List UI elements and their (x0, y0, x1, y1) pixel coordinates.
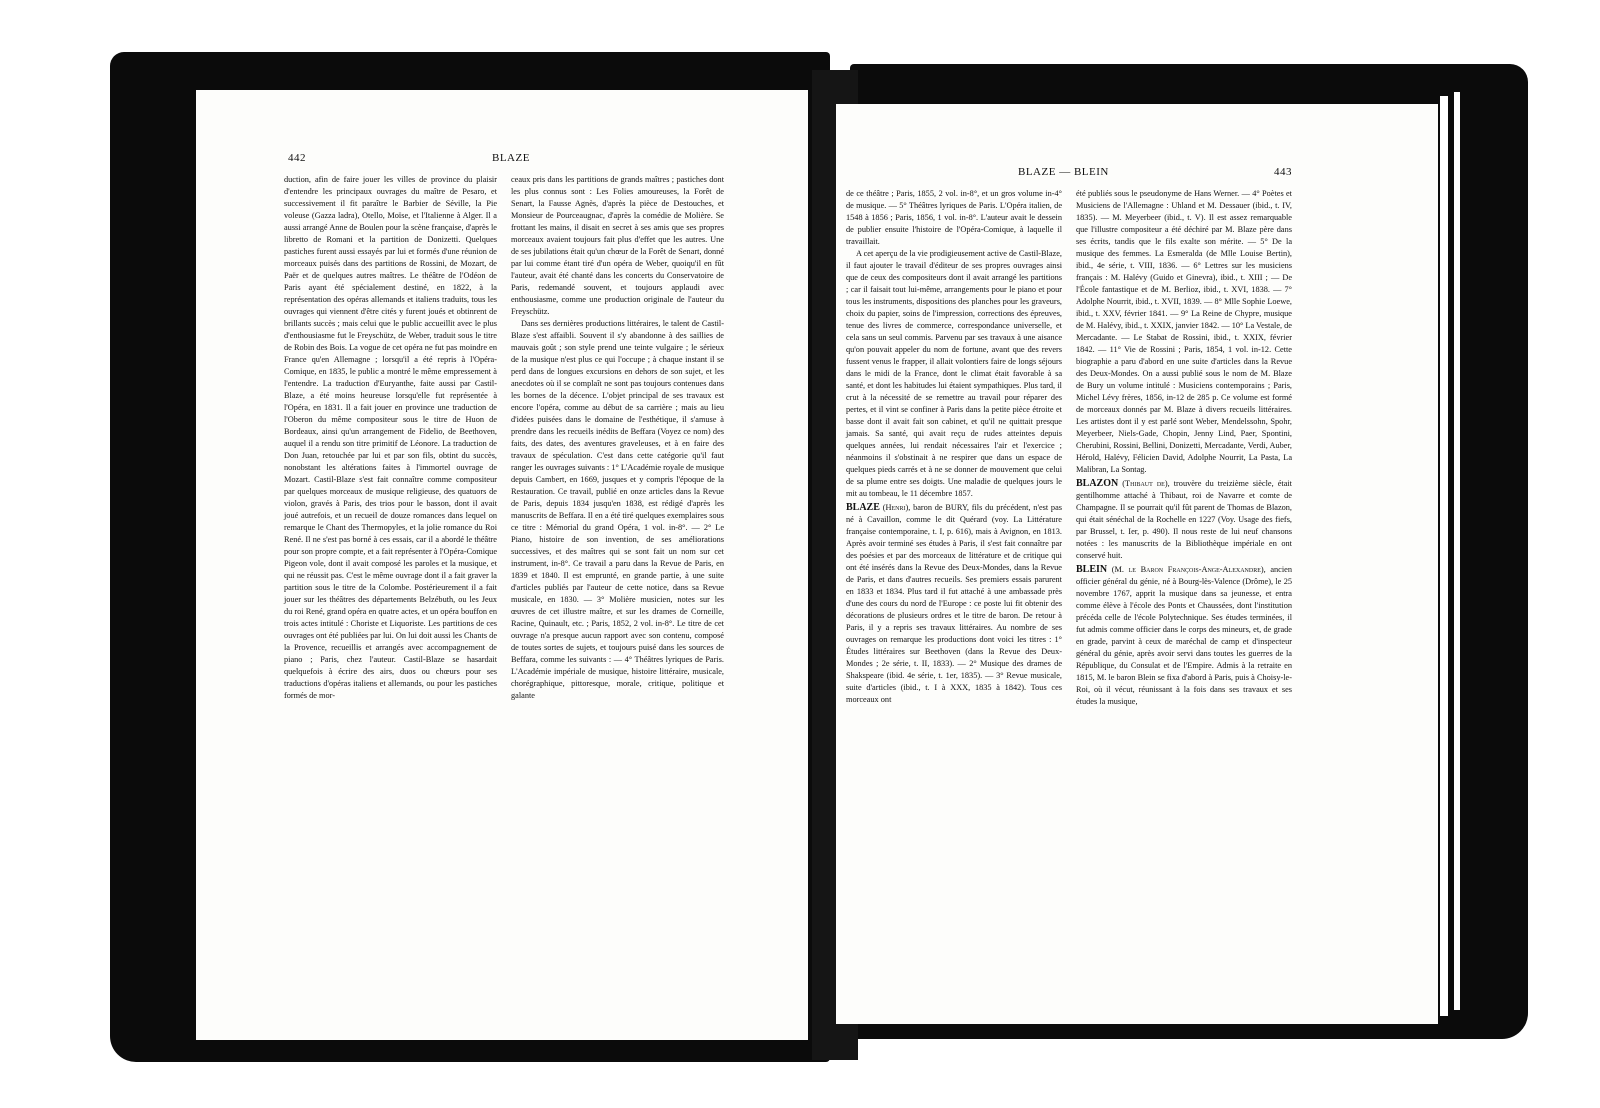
paragraph: de ce théâtre ; Paris, 1855, 2 vol. in-8°, et un gros volume in-4° de musique. — 5° Théâtres lyriques de Paris. L'Opéra italien, de 1548 à 1856 ; Paris, 1856, 1 vol. in-8°. L'auteur avait le dessein de publier ensuite l'histoire de l'Opéra-Comique, à laquelle il travaillait. (846, 189, 1062, 246)
page-number: 442 (288, 152, 306, 164)
page-edge (1454, 92, 1460, 1010)
running-head: BLAZE (492, 152, 530, 164)
entry-name: (M. le Baron François-Ange-Alexandre) (1111, 565, 1264, 574)
entry-text: , ancien officier général du génie, né à Bourg-lès-Valence (Drôme), le 25 novembre 1767, apprit la musique dans sa jeunesse, et entra comme élève à l'école des Ponts et Chaussées, dont l'institution précéda celle de l'école Polytechnique. Ses études terminées, il fut admis comme officier dans le corps des mineurs, et, de grade en grade, parvint à ceux de maréchal de camp et d'inspecteur général du génie, après avoir servi dans toutes les guerres de la République, du Consulat et de l'Empire. Admis à la retraite en 1815, M. le baron Blein se fixa d'abord à Paris, puis à Choisy-le-Roi, où il vécut, réunissant à la fois dans ses travaux et ses études la musique, (1076, 565, 1292, 706)
paragraph: été publiés sous le pseudonyme de Hans Werner. — 4° Poètes et Musiciens de l'Allemagne : Uhland et M. Dessauer (ibid., t. IV, 1835). — M. Meyerbeer (ibid., t. V). Il est assez remarquable que l'illustre compositeur a été déchiré par M. Blaze père dans ses écrits, tandis que le fils exalte son mérite. — 5° De la musique des femmes. La Esmeralda (de Mlle Louise Bertin), ibid., 4e série, t. VIII, 1836. — 6° Lettres sur les musiciens français : M. Halévy (Guido et Ginevra), ibid., t. XIII ; — De l'École fantastique et de M. Berlioz, ibid., t. XVI, 1838. — 7° Adolphe Nourrit, ibid., t. XVII, 1839. — 8° Mlle Sophie Loewe, ibid., t. XXV, février 1841. — 9° La Reine de Chypre, musique de M. Halévy, ibid., t. XXIX, janvier 1842. — 10° La Vestale, de Mercadante. — Le Stabat de Rossini, ibid., t. XXIX, février 1842. — 11° Vie de Rossini ; Paris, 1854, 1 vol. in-12. Cette biographie a paru d'abord en une suite d'articles dans la Revue des Deux-Mondes. On a aussi publié sous le nom de M. Blaze de Bury un volume intitulé : Musiciens contemporains ; Paris, Michel Lévy frères, 1856, in-12 de 285 p. Ce volume est formé de morceaux donnés par M. Blaze à divers recueils littéraires. Les artistes dont il y est parlé sont Weber, Mendelssohn, Spohr, Meyerbeer, Niels-Gade, Chopin, Jenny Lind, Paer, Spontini, Cherubini, Rossini, Bellini, Donizetti, Mercadante, Verdi, Auber, Hérold, Halévy, Félicien David, Adolphe Nourrit, La Pasta, La Malibran, La Sontag. (1076, 189, 1292, 474)
page-edge (1440, 96, 1448, 1016)
entry-headword: BLAZON (1076, 478, 1119, 489)
right-page (836, 104, 1438, 1024)
text-column-2 (1076, 188, 1292, 708)
running-head: BLAZE — BLEIN (1018, 166, 1109, 178)
dictionary-entry-blazon (1076, 478, 1292, 562)
paragraph: A cet aperçu de la vie prodigieusement active de Castil-Blaze, il faut ajouter le travail d'éditeur de ses propres ouvrages ainsi que de ceux des compositeurs dont il avait arrangé les partitions ; car il faisait tout lui-même, arrangements pour le piano et pour tous les instruments, dispositions des planches pour les graveurs, choix du papier, soins de l'impression, corrections des épreuves, tenue des livres de commerce, correspondance universelle, et cela sans un seul commis. Parvenu par ses travaux à une aisance qu'on pouvait appeler du nom de fortune, avant que des revers fussent venus le frapper, il allait volontiers faire de longs séjours dans le midi de la France, dont le climat était favorable à sa santé, et dont les habitudes lui étaient sympathiques. Plus tard, il crut à la nécessité de se remettre au travail pour réparer des pertes, et il vint se confiner à Paris dans la petite pièce étroite et basse dont il avait fait son cabinet, et qu'il ne quittait presque jamais. Sa santé, qui avait reçu de rudes atteintes depuis quelques années, lui rendait nécessaires l'air et l'exercice ; néanmoins il s'obstinait à ne respirer que dans un espace de quelques pieds carrés et à ne se donner de mouvement que celui de sa plume entre ses doigts. Une maladie de quelques jours le mit au tombeau, le 11 décembre 1857. (846, 249, 1062, 498)
dictionary-entry-blein (1076, 564, 1292, 708)
text-column-2 (511, 174, 724, 702)
paragraph: duction, afin de faire jouer les villes de province du plaisir d'entendre les principaux ouvrages du maître de Pesaro, et successivement il fit paraître le Barbier de Séville, la Pie voleuse (Gazza ladra), Otello, Moïse, et l'Italienne à Alger. Il a aussi arrangé Anne de Boulen pour la scène française, d'après le libretto de Romani et la partition de Donizetti. Quelques pastiches furent aussi essayés par lui et formés d'une réunion de morceaux puisés dans des partitions de Rossini, de Mozart, de Paër et de quelques autres maîtres. Le théâtre de l'Odéon de Paris ayant été spécialement destiné, en 1822, à la représentation des opéras allemands et italiens traduits, tous les ouvrages qui viennent d'être cités y furent joués et obtinrent de brillants succès ; mais celui que le public accueillit avec le plus d'enthousiasme fut le Freyschütz, de Weber, traduit sous le titre de Robin des Bois. La vogue de cet opéra ne fut pas moindre en France qu'en Allemagne ; lorsqu'il a été repris à l'Opéra-Comique, en 1835, le public a montré le même empressement à l'entendre. La traduction d'Euryanthe, faite aussi par Castil-Blaze, a été moins heureuse lorsqu'elle fut représentée à l'Opéra, en 1831. Il a fait jouer en province une traduction de l'Oberon du même compositeur sous le titre de Huon de Bordeaux, ainsi qu'un arrangement de Fidelio, de Beethoven, auquel il a rendu son titre primitif de Léonore. La traduction de Don Juan, retouchée par lui et par son fils, obtint du succès, nonobstant les altérations faites à l'immortel ouvrage de Mozart. Castil-Blaze s'est fait connaître comme compositeur par quelques morceaux de musique religieuse, des quatuors de violon, gravés à Paris, des trios pour le basson, dont il avait joué autrefois, et un recueil de douze romances dans lequel on remarque le Chant des Thermopyles, et la jolie romance du Roi René. Il ne s'est pas borné à ces essais, car il a abordé le théâtre pour son propre compte, et a fait représenter à l'Opéra-Comique Pigeon vole, dont il avait composé les paroles et la musique, et qui ne réussit pas. C'est le même ouvrage dont il a fait graver la partition sous le titre de la Colombe. Postérieurement il a fait jouer sur les théâtres des départements Belzébuth, ou les Jeux du roi René, grand opéra en quatre actes, et un opéra bouffon en trois actes intitulé : Choriste et Liquoriste. Les partitions de ces ouvrages ont été publiées par lui. On lui doit aussi les Chants de la Provence, recueillis et arrangés avec accompagnement de piano ; Paris, chez l'auteur. Castil-Blaze se hasardait quelquefois à écrire des airs, duos ou chœurs pour ses traductions d'opéras italiens et allemands, ou pour les pastiches formés de mor- (284, 175, 497, 700)
dictionary-entry-blaze-henri (846, 502, 1062, 706)
paragraph: ceaux pris dans les partitions de grands maîtres ; pastiches dont les plus connus sont : Les Folies amoureuses, la Forêt de Senart, la Fausse Agnès, d'après la pièce de Destouches, et Monsieur de Pourceaugnac, d'après la comédie de Molière. Se frottant les mains, il disait en secret à ses amis que ses propres morceaux avaient toujours fait plus d'effet que les autres. Une de ses jubilations était qu'un chœur de la Forêt de Senart, donné par lui comme étant tiré d'un opéra de Weber, quoiqu'il en fût l'auteur, avait été chanté dans les concerts du Conservatoire de Paris, redemandé souvent, et toujours applaudi avec enthousiasme, comme une production originale de l'auteur du Freyschütz. (511, 175, 724, 316)
paragraph: Dans ses dernières productions littéraires, le talent de Castil-Blaze s'est affaibli. Souvent il s'y abandonne à des saillies de mauvais goût ; son style prend une teinte vulgaire ; le sérieux de la musique n'est plus ce qui l'occupe ; à chaque instant il se perd dans de longues excursions en dehors de son sujet, et les anecdotes où il se complaît ne sont pas toujours contenues dans les bornes de la décence. L'objet principal de ses travaux est encore l'opéra, comme au début de sa carrière ; mais au lieu d'idées puisées dans le domaine de l'esthétique, il s'amuse à prendre dans les recueils inédits de Beffara (Voyez ce nom) des faits, des dates, des aventures graveleuses, et à en faire des travaux de spéculation. C'est dans cette catégorie qu'il faut ranger les ouvrages suivants : 1° L'Académie royale de musique depuis Cambert, en 1669, jusques et y compris l'époque de la Restauration. Ce travail, publié en onze articles dans la Revue de Paris, depuis 1834 jusqu'en 1838, est rédigé d'après les manuscrits de Beffara. Il en a été tiré quelques exemplaires sous ce titre : Mémorial du grand Opéra, 1 vol. in-8°. — 2° Le Piano, histoire de son invention, de ses améliorations successives, et des maîtres qui se sont fait un nom sur cet instrument, in-8°. Ce travail a paru dans la Revue de Paris, en 1839 et 1840. Il est emprunté, en grande partie, à une suite d'articles publiés par l'auteur de cette notice, dans sa Revue musicale, en 1830. — 3° Molière musicien, notes sur les œuvres de cet illustre maître, et sur les drames de Corneille, Racine, Quinault, etc. ; Paris, 1852, 2 vol. in-8°. Le titre de cet ouvrage n'a presque aucun rapport avec son contenu, composé de toutes sortes de sujets, et toujours puisé dans les sources de Beffara, comme les suivants : — 4° Théâtres lyriques de Paris. L'Académie impériale de musique, histoire littéraire, musicale, chorégraphique, pittoresque, morale, critique, politique et galante (511, 319, 724, 700)
page-number: 443 (1274, 166, 1292, 178)
entry-headword: BLAZE (846, 502, 880, 513)
entry-name: (Henri) (882, 503, 909, 512)
entry-headword: BLEIN (1076, 564, 1108, 575)
entry-name: (Thibaut de) (1122, 479, 1168, 488)
text-column-1 (846, 188, 1062, 706)
entry-text: , baron de BURY, fils du précédent, n'est pas né à Cavaillon, comme le dit Quérard (voy. La Littérature française contemporaine, t. I, p. 616), mais à Avignon, en 1813. Après avoir terminé ses études à Paris, il s'est fait connaître par des poésies et par des morceaux de littérature et de critique qui ont été insérés dans la Revue des Deux-Mondes, dans la Revue de Paris, et dans d'autres recueils. Ses premiers essais parurent en 1833 et 1834. Plus tard il fut attaché à une ambassade près d'une des cours du nord de l'Europe : ce poste lui fit obtenir des décorations de plusieurs ordres et le titre de baron. De retour à Paris, il y a repris ses travaux littéraires. Au nombre de ses ouvrages on remarque les productions dont voici les titres : 1° Études littéraires sur Beethoven (dans la Revue des Deux-Mondes ; 2e série, t. II, 1833). — 2° Musique des drames de Shakspeare (ibid. 4e série, t. 1er, 1835). — 3° Revue musicale, suite d'articles (ibid., t. I à XXX, 1835 à 1842). Tous ces morceaux ont (846, 503, 1062, 704)
text-column-1 (284, 174, 497, 702)
entry-text: , trouvère du treizième siècle, était gentilhomme attaché à Thibaut, roi de Navarre et comte de Champagne. Il se pourrait qu'il fût parent de Thomas de Blazon, qui était sénéchal de la Rochelle en 1227 (Voy. Usage des fiefs, par Brussel, t. Ier, p. 490). Il nous reste de lui neuf chansons notées : les manuscrits de la Bibliothèque impériale en ont conservé huit. (1076, 479, 1292, 560)
left-page (196, 90, 808, 1040)
